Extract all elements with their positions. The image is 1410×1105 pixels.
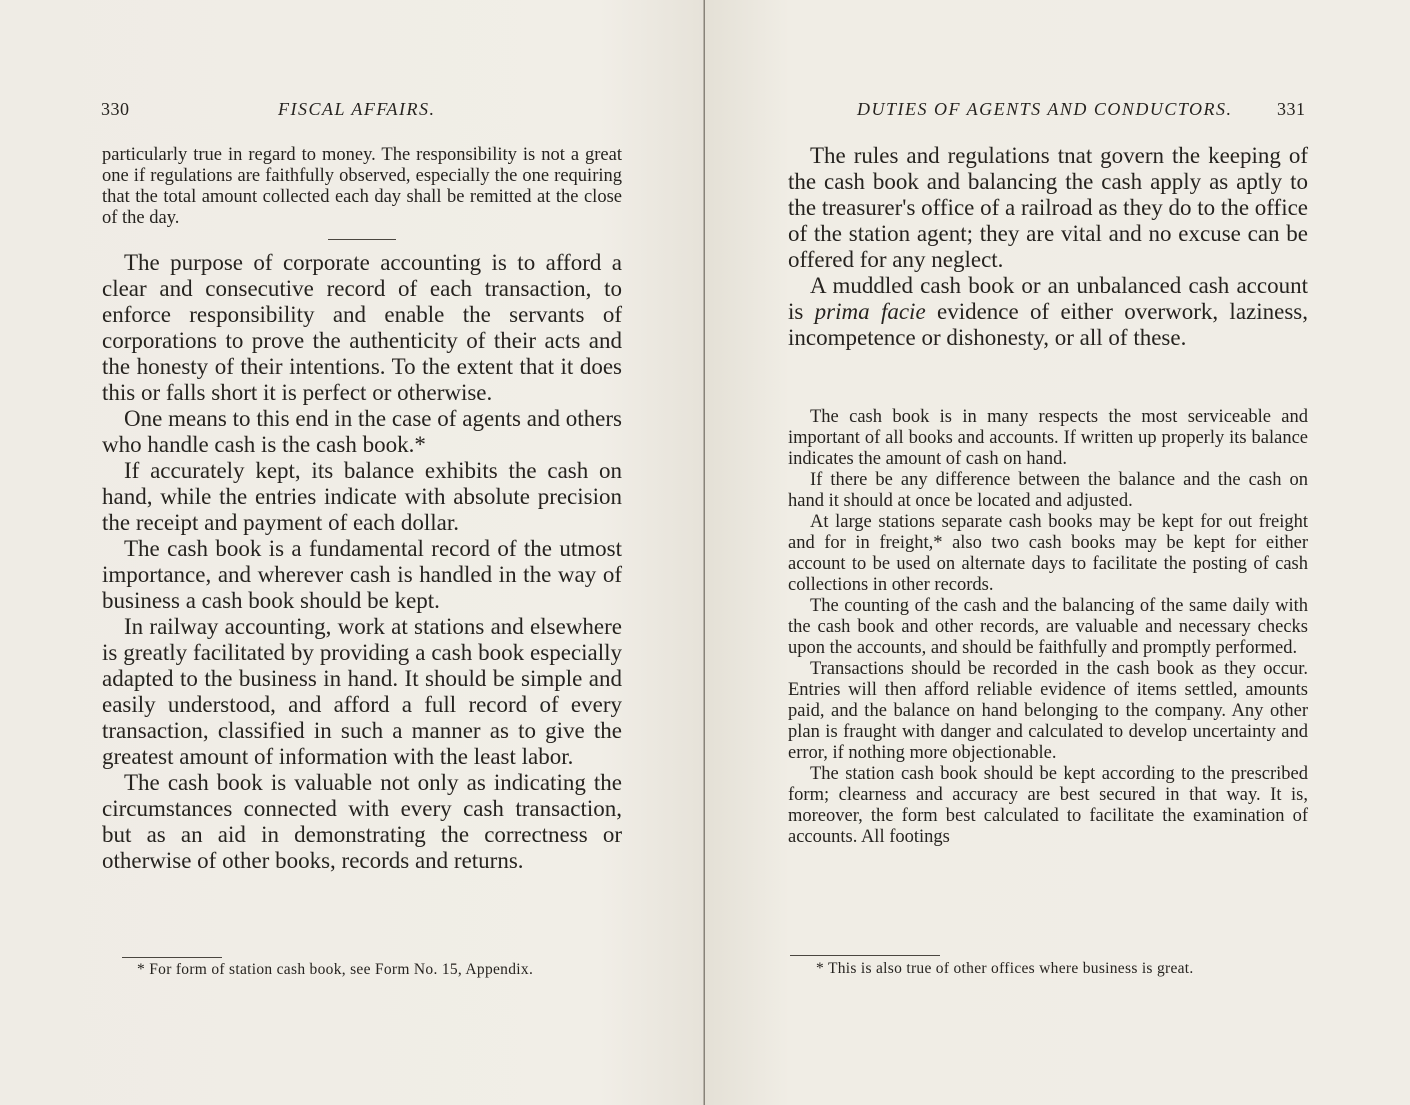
footnote: * For form of station cash book, see Form No. 15, Appendix. xyxy=(137,961,534,978)
paragraph: The cash book is valuable not only as indicating the circumstances connected with every cash transaction, but as an aid in demonstrating the correctness or otherwise of other books, records and returns. xyxy=(102,770,622,873)
page-number: 331 xyxy=(1277,99,1306,119)
paragraph: The purpose of corporate accounting is to afford a clear and consecutive record of each transaction, to enforce responsibility and enable the servants of corporations to prove the authenticity of their acts and the honesty of their intentions. To the extent that it does this or falls short it is perfect or otherwise. xyxy=(102,250,622,405)
running-title: FISCAL AFFAIRS. xyxy=(278,99,436,119)
section-divider xyxy=(328,239,396,240)
paragraph: The rules and regulations tnat govern the keeping of the cash book and balancing the cash apply as aptly to the treasurer's office of a railroad as they do to the office of the station agent; they are vital and no excuse can be offered for any neglect. xyxy=(788,143,1308,272)
paragraph: If accurately kept, its balance exhibits the cash on hand, while the entries indicate with absolute precision the receipt and payment of each dollar. xyxy=(102,458,622,535)
left-continued-text xyxy=(102,145,622,229)
footnote-rule xyxy=(790,955,940,956)
footnote: * This is also true of other offices where business is great. xyxy=(816,960,1194,977)
paragraph: In railway accounting, work at stations and elsewhere is greatly facilitated by providing a cash book especially adapted to the business in hand. It should be simple and easily understood, and afford a full record of every transaction, classified in such a manner as to give the greatest amount of information with the least labor. xyxy=(102,614,622,769)
paragraph: If there be any difference between the balance and the cash on hand it should at once be located and adjusted. xyxy=(788,470,1308,511)
paragraph: Transactions should be recorded in the cash book as they occur. Entries will then afford reliable evidence of items settled, amounts paid, and the balance on hand belonging to the company. Any other plan is fraught with danger and calculated to develop uncertainty and error, if nothing more objectionable. xyxy=(788,659,1308,763)
right-small-text xyxy=(788,407,1308,848)
paragraph: The cash book is in many respects the most serviceable and important of all books and accounts. If written up properly its balance indicates the amount of cash on hand. xyxy=(788,407,1308,469)
italic-latin-phrase: prima facie xyxy=(814,299,926,324)
right-main-text xyxy=(788,143,1308,351)
right-page xyxy=(705,0,1410,1105)
footnote-rule xyxy=(122,957,222,958)
page-number: 330 xyxy=(101,99,130,119)
left-main-text xyxy=(102,250,622,874)
continued-paragraph: particularly true in regard to money. The responsibility is not a great one if regulations are faithfully observed, especially the one requiring that the total amount collected each day shall be remitted at the close of the day. xyxy=(102,145,622,228)
paragraph: The counting of the cash and the balancing of the same daily with the cash book and other records, are valuable and necessary checks upon the accounts, and should be faithfully and promptly performed. xyxy=(788,596,1308,658)
paragraph-prima-facie xyxy=(788,273,1308,351)
left-running-head xyxy=(0,99,705,123)
paragraph: The cash book is a fundamental record of the utmost importance, and wherever cash is handled in the way of business a cash book should be kept. xyxy=(102,536,622,613)
text-run: A muddled cash book or an unbalanced cash account is xyxy=(788,273,1308,324)
text-run: evidence of either overwork, laziness, incompetence or dishonesty, or all of these. xyxy=(788,299,1308,350)
paragraph: The station cash book should be kept according to the prescribed form; clearness and accuracy are best secured in that way. It is, moreover, the form best calculated to facilitate the examination of accounts. All footings xyxy=(788,764,1308,847)
running-title: DUTIES OF AGENTS AND CONDUCTORS. xyxy=(857,99,1233,119)
paragraph: One means to this end in the case of agents and others who handle cash is the cash book.* xyxy=(102,406,622,457)
paragraph: At large stations separate cash books may be kept for out freight and for in freight,* also two cash books may be kept for either account to be used on alternate days to facilitate the posting of cash collections in other records. xyxy=(788,512,1308,595)
right-running-head xyxy=(705,99,1410,123)
